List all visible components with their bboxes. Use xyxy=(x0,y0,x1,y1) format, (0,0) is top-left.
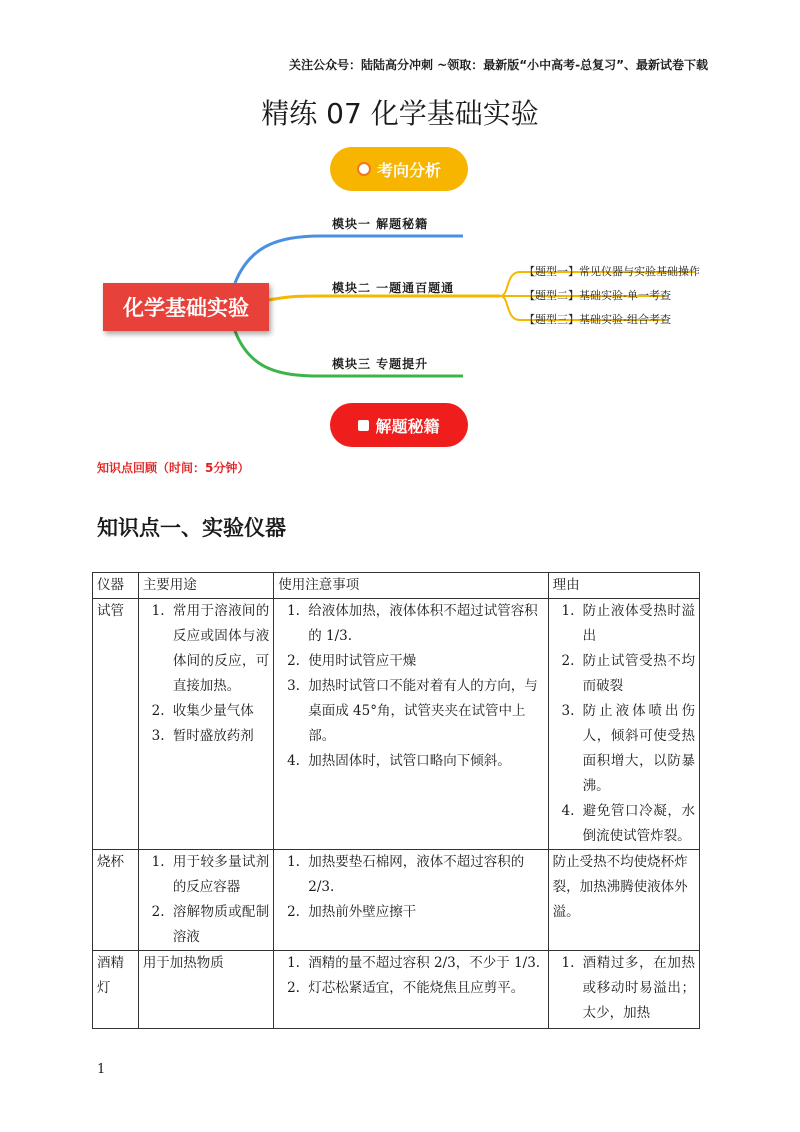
cell-instrument: 试管 xyxy=(93,599,139,850)
header-reasons: 理由 xyxy=(548,573,699,599)
cell-uses: 用于加热物质 xyxy=(138,951,273,1029)
page-title: 精练 07 化学基础实验 xyxy=(261,97,539,130)
list-item: 2. 使用时试管应干燥 xyxy=(304,649,543,674)
book-icon xyxy=(358,420,369,431)
list-item: 4. 加热固体时，试管口略向下倾斜。 xyxy=(304,749,543,774)
target-icon xyxy=(357,162,371,176)
list-item: 1. 酒精的量不超过容积 2/3，不少于 1/3. xyxy=(304,951,543,976)
review-note: 知识点回顾（时间：5分钟） xyxy=(97,461,250,475)
cell-instrument: 酒精灯 xyxy=(93,951,139,1029)
cell-notes xyxy=(274,850,548,951)
list-item: 2. 收集少量气体 xyxy=(169,699,269,724)
mindmap-center: 化学基础实验 xyxy=(103,283,269,331)
list-item: 2. 溶解物质或配制溶液 xyxy=(169,900,269,950)
tips-pill-label: 解题秘籍 xyxy=(375,416,440,436)
section-title: 知识点一、实验仪器 xyxy=(97,516,286,540)
list-item: 2. 加热前外壁应擦干 xyxy=(304,900,543,925)
table-header-row xyxy=(93,573,700,599)
page-number: 1 xyxy=(97,1062,106,1077)
analysis-pill xyxy=(330,147,468,191)
list-item: 2. 灯芯松紧适宜，不能烧焦且应剪平。 xyxy=(304,976,543,1001)
cell-reasons: 防止受热不均使烧杯炸裂，加热沸腾使液体外溢。 xyxy=(548,850,699,951)
list-item: 1. 加热要垫石棉网，液体不超过容积的 2/3. xyxy=(304,850,543,900)
list-item: 3. 暂时盛放药剂 xyxy=(169,724,269,749)
cell-uses xyxy=(138,599,273,850)
cell-uses xyxy=(138,850,273,951)
header-instrument: 仪器 xyxy=(93,573,139,599)
list-item: 1. 用于较多量试剂的反应容器 xyxy=(169,850,269,900)
cell-notes xyxy=(274,599,548,850)
cell-reasons xyxy=(548,951,699,1029)
sub-item-1: 【题型一】常见仪器与实验基础操作 xyxy=(524,265,700,278)
list-item: 1. 防止液体受热时溢出 xyxy=(579,599,695,649)
cell-instrument: 烧杯 xyxy=(93,850,139,951)
list-item: 1. 常用于溶液间的反应或固体与液体间的反应，可直接加热。 xyxy=(169,599,269,699)
list-item: 4. 避免管口冷凝，水倒流使试管炸裂。 xyxy=(579,799,695,849)
list-item: 1. 酒精过多，在加热或移动时易溢出；太少，加热 xyxy=(579,951,695,1026)
header-notes: 使用注意事项 xyxy=(274,573,548,599)
cell-notes xyxy=(274,951,548,1029)
list-item: 3. 防止液体喷出伤人，倾斜可使受热面积增大，以防暴沸。 xyxy=(579,699,695,799)
table-row xyxy=(93,951,700,1029)
sub-item-2: 【题型二】基础实验-单一考查 xyxy=(524,289,671,302)
header-uses: 主要用途 xyxy=(138,573,273,599)
branch-label-3: 模块三 专题提升 xyxy=(332,357,429,371)
branch-label-2: 模块二 一题通百题通 xyxy=(332,281,455,295)
analysis-pill-label: 考向分析 xyxy=(376,160,441,180)
header-note: 关注公众号：陆陆高分冲刺 ~领取：最新版“小中高考-总复习”、最新试卷下载 xyxy=(289,58,708,72)
instrument-table xyxy=(92,572,700,1029)
list-item: 3. 加热时试管口不能对着有人的方向，与桌面成 45°角，试管夹夹在试管中上部。 xyxy=(304,674,543,749)
list-item: 2. 防止试管受热不均而破裂 xyxy=(579,649,695,699)
list-item: 1. 给液体加热，液体体积不超过试管容积的 1/3. xyxy=(304,599,543,649)
branch-label-1: 模块一 解题秘籍 xyxy=(332,217,429,231)
tips-pill xyxy=(330,403,468,447)
table-row xyxy=(93,599,700,850)
sub-item-3: 【题型三】基础实验-组合考查 xyxy=(524,313,671,326)
table-row xyxy=(93,850,700,951)
cell-reasons xyxy=(548,599,699,850)
